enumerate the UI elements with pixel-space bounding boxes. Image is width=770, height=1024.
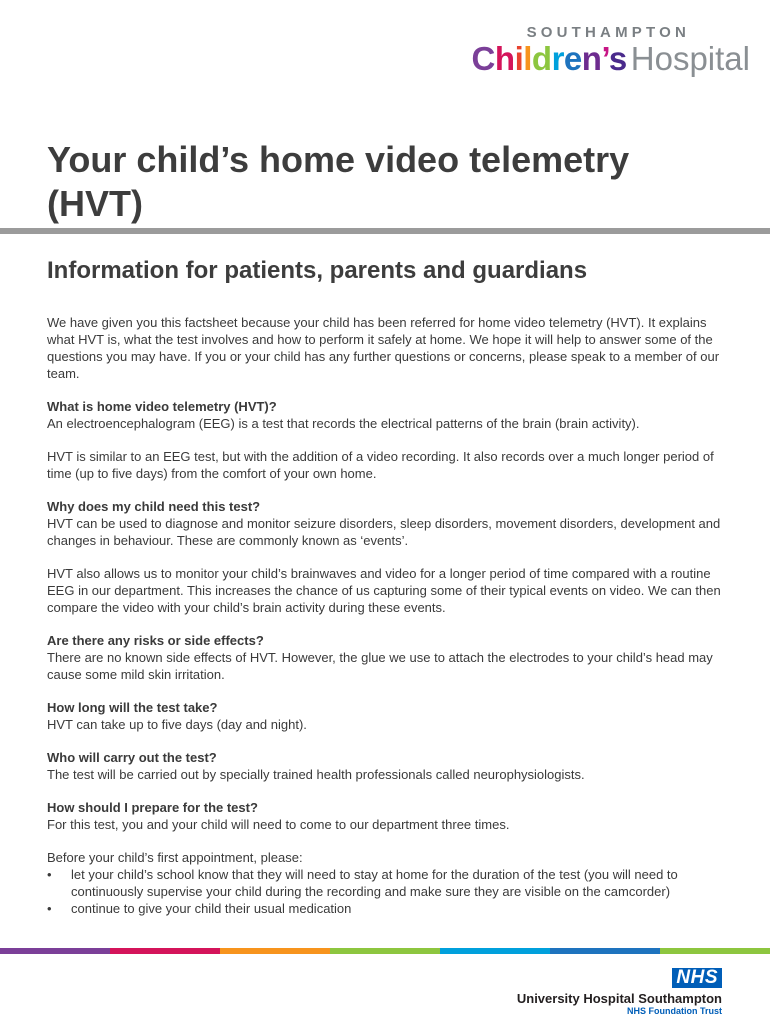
strip-segment bbox=[330, 948, 440, 954]
section-heading: How long will the test take? bbox=[47, 700, 218, 715]
section-heading: Who will carry out the test? bbox=[47, 750, 217, 765]
list-item: • continue to give your child their usual medication bbox=[47, 901, 352, 916]
strip-segment bbox=[0, 948, 110, 954]
section-paragraph: There are no known side effects of HVT. However, the glue we use to attach the electrodes to your child’s head may cause some mild skin irritation. bbox=[47, 650, 713, 682]
section-paragraph: An electroencephalogram (EEG) is a test that records the electrical patterns of the brain (brain activity). bbox=[47, 416, 640, 431]
section-paragraph: HVT can take up to five days (day and night). bbox=[47, 717, 307, 732]
list-item: • let your child’s school know that they will need to stay at home for the duration of the test (you will need to continuously supervise your child during the recording and make sure they are visible on the camcorder) bbox=[47, 867, 678, 899]
section-paragraph: The test will be carried out by specially trained health professionals called neurophysiologists. bbox=[47, 767, 585, 782]
childrens-hospital-logo bbox=[420, 24, 750, 78]
strip-segment bbox=[220, 948, 330, 954]
organisation-name: University Hospital Southampton bbox=[516, 991, 722, 1006]
logo-childrens-text: Children’s bbox=[471, 40, 627, 77]
section-heading: How should I prepare for the test? bbox=[47, 800, 258, 815]
document-body bbox=[47, 314, 737, 917]
preparation-list bbox=[47, 866, 737, 917]
intro-paragraph: We have given you this factsheet because your child has been referred for home video telemetry (HVT). It explains what HVT is, what the test involves and how to perform it safely at home. We hope it will help to answer some of the questions you may have. If you or your child has any further questions or concerns, please speak to a member of our team. bbox=[47, 315, 720, 381]
section-heading: What is home video telemetry (HVT)? bbox=[47, 399, 277, 414]
strip-segment bbox=[660, 948, 770, 954]
section-paragraph: HVT also allows us to monitor your child’s brainwaves and video for a longer period of time compared with a routine EEG in our department. This increases the chance of us capturing some of their typical events on video. We can then compare the video with your child’s brain activity during these events. bbox=[47, 566, 721, 615]
section-heading: Are there any risks or side effects? bbox=[47, 633, 264, 648]
strip-segment bbox=[110, 948, 220, 954]
nhs-badge: NHS bbox=[672, 968, 722, 988]
footer-color-strip bbox=[0, 948, 770, 954]
strip-segment bbox=[550, 948, 660, 954]
section-paragraph: HVT can be used to diagnose and monitor seizure disorders, sleep disorders, movement disorders, development and changes in behaviour. These are commonly known as ‘events’. bbox=[47, 516, 721, 548]
strip-segment bbox=[440, 948, 550, 954]
title-line-1: Your child’s home video telemetry bbox=[47, 139, 630, 180]
logo-wordmark bbox=[420, 40, 750, 78]
section-paragraph: HVT is similar to an EEG test, but with the addition of a video recording. It also records over a much longer period of time (up to five days) from the comfort of your own home. bbox=[47, 449, 714, 481]
before-appointment-intro: Before your child’s first appointment, please: bbox=[47, 850, 303, 865]
logo-hospital-text: Hospital bbox=[630, 40, 750, 77]
section-heading: Why does my child need this test? bbox=[47, 499, 261, 514]
bullet-icon: • bbox=[47, 901, 52, 916]
trust-name: NHS Foundation Trust bbox=[627, 1006, 722, 1016]
nhs-trust-logo bbox=[517, 968, 722, 1016]
title-line-2: (HVT) bbox=[47, 183, 143, 224]
page-title bbox=[47, 138, 727, 226]
title-divider bbox=[0, 228, 770, 234]
page-subtitle: Information for patients, parents and guardians bbox=[47, 257, 588, 284]
bullet-icon: • bbox=[47, 867, 52, 882]
section-paragraph: For this test, you and your child will need to come to our department three times. bbox=[47, 817, 510, 832]
logo-southampton-text: SOUTHAMPTON bbox=[526, 24, 690, 41]
